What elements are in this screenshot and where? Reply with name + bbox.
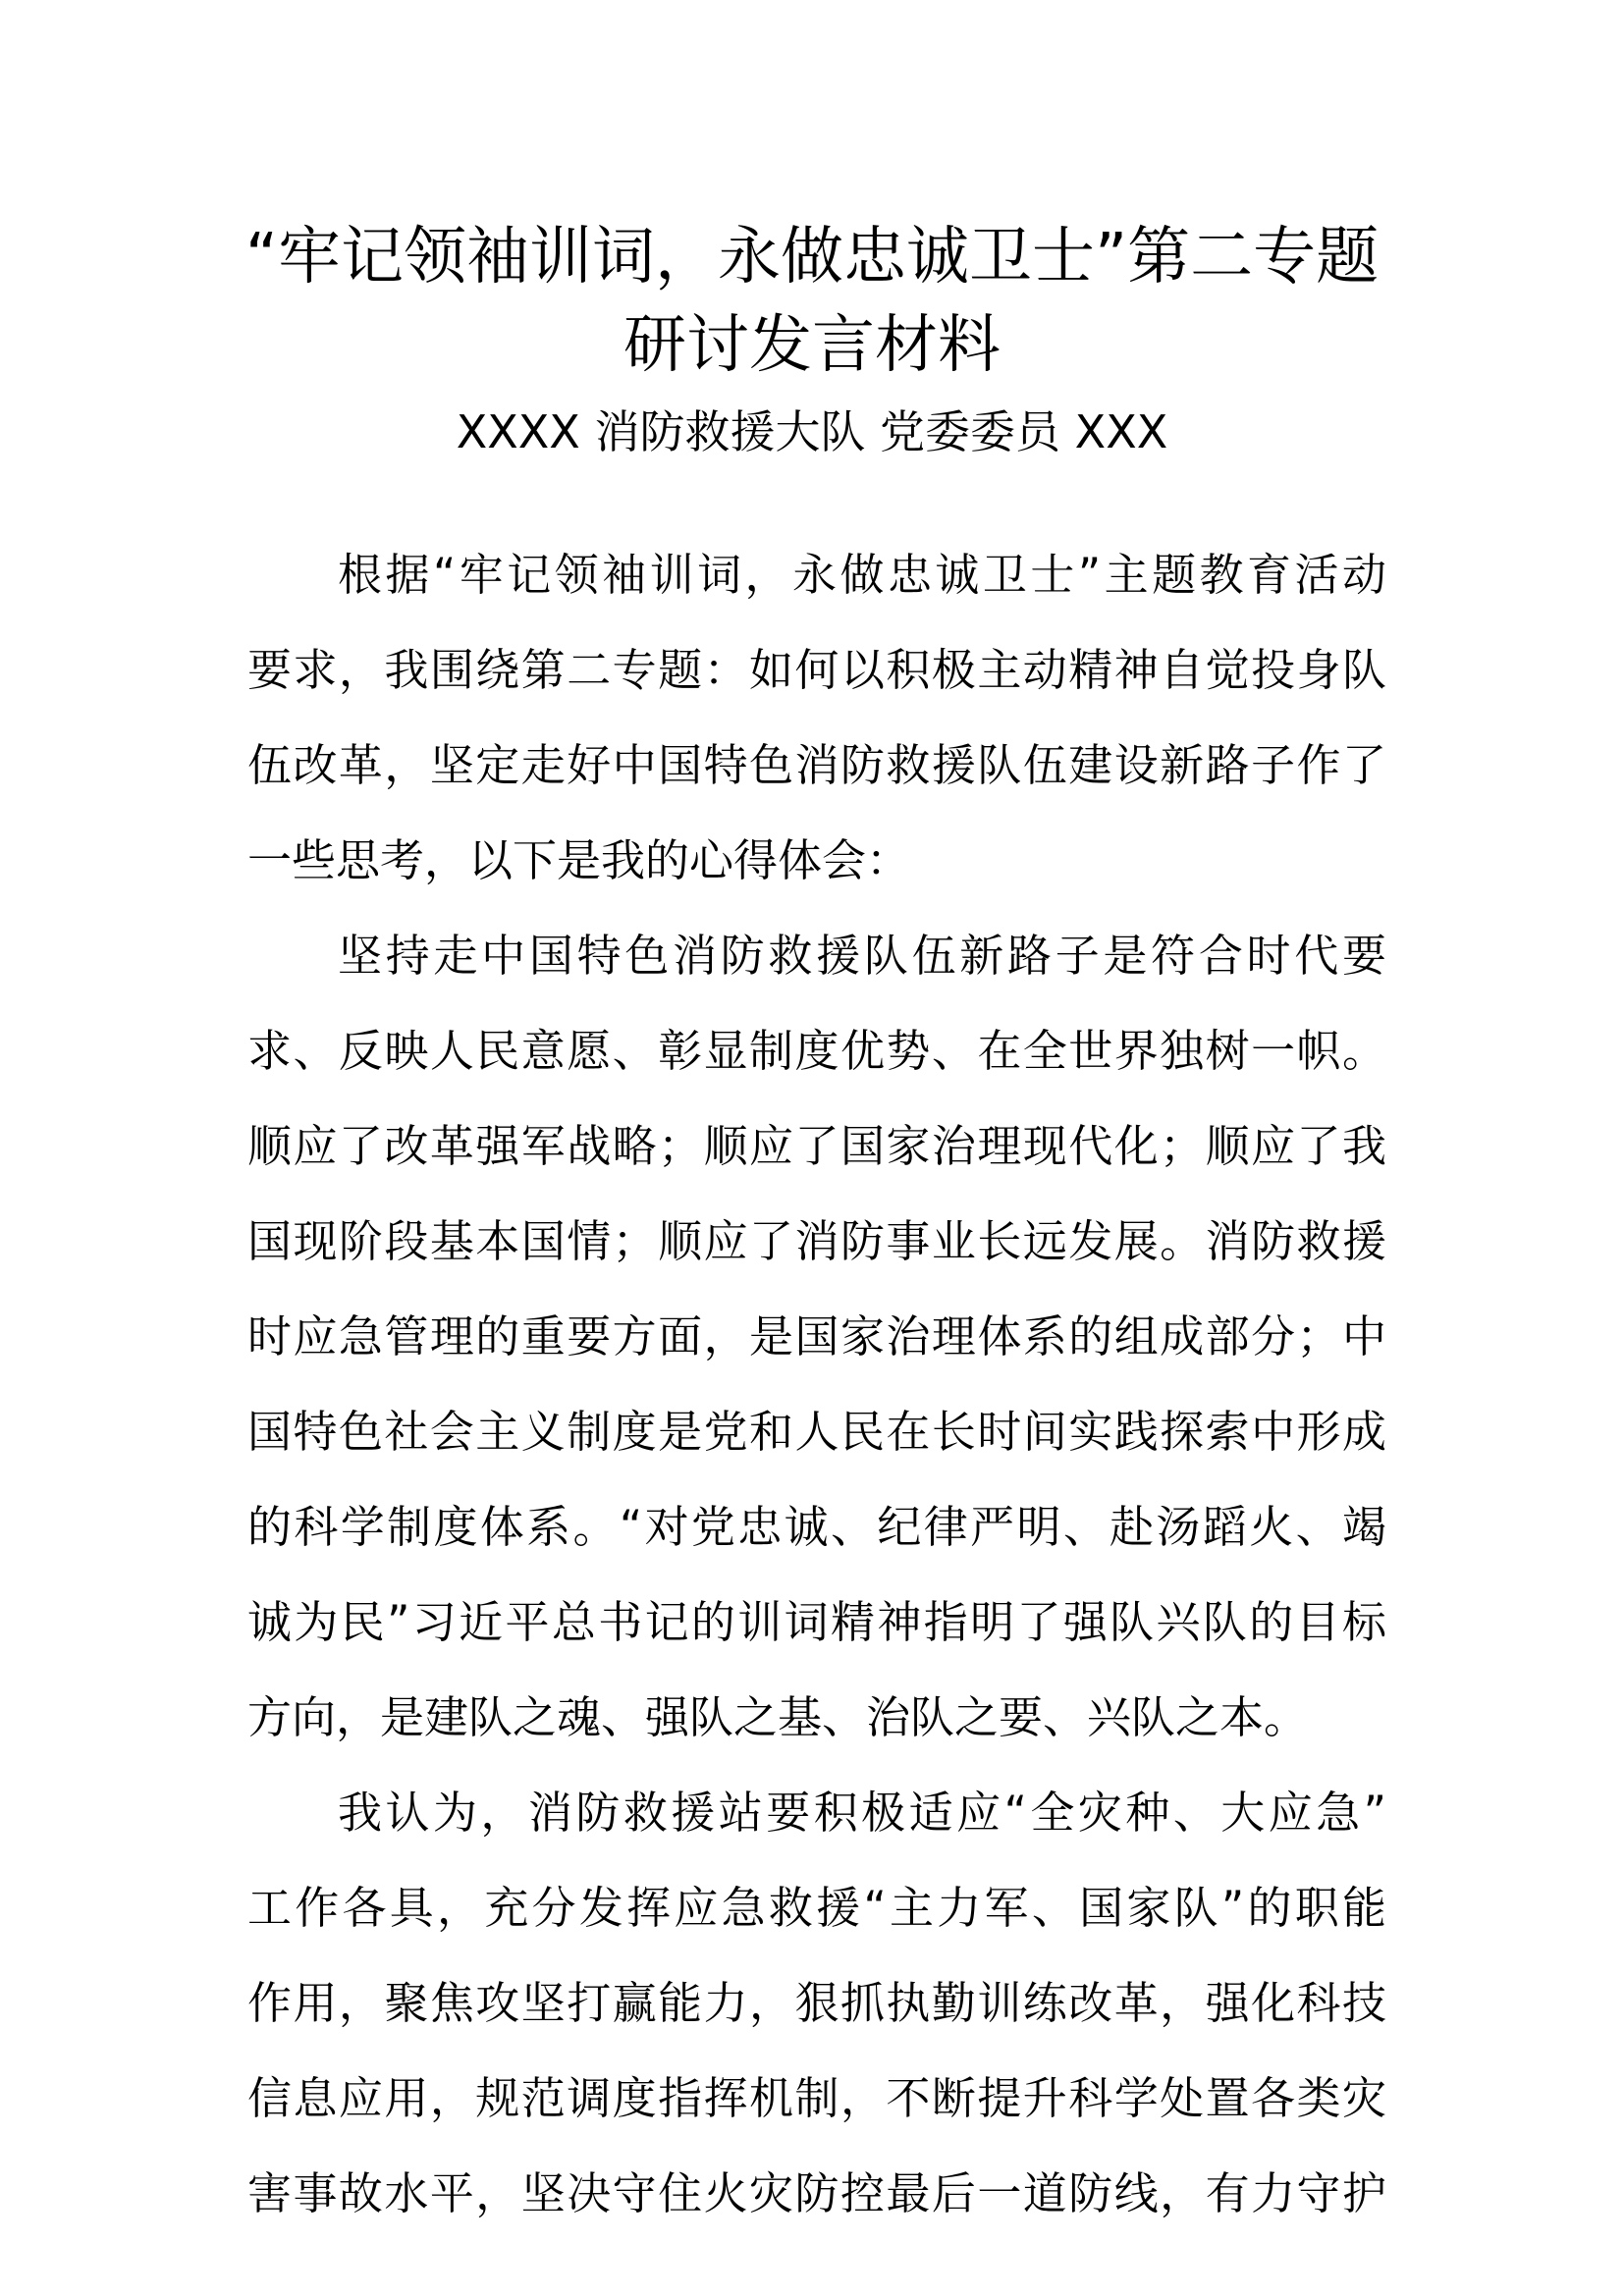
paragraph-line: 坚持走中国特色消防救援队伍新路子是符合时代要 — [338, 930, 1386, 982]
paragraph-line: 要求，我围绕第二专题：如何以积极主动精神自觉投身队 — [247, 644, 1386, 696]
paragraph-line: 伍改革，坚定走好中国特色消防救援队伍建设新路子作了 — [247, 739, 1386, 791]
paragraph-line: 我认为，消防救援站要积极适应“全灾种、大应急” — [338, 1787, 1386, 1839]
paragraph-line: 国特色社会主义制度是党和人民在长时间实践探索中形成 — [247, 1406, 1386, 1458]
paragraph-line: 时应急管理的重要方面，是国家治理体系的组成部分；中 — [247, 1310, 1386, 1362]
paragraph-line: 的科学制度体系。“对党忠诚、纪律严明、赴汤蹈火、竭 — [247, 1501, 1386, 1553]
paragraph-line: 方向，是建队之魂、强队之基、治队之要、兴队之本。 — [247, 1691, 1309, 1743]
paragraph-line: 根据“牢记领袖训词，永做忠诚卫士”主题教育活动 — [338, 549, 1386, 601]
paragraph-line: 一些思考，以下是我的心得体会： — [247, 834, 911, 886]
paragraph-line: 作用，聚焦攻坚打赢能力，狠抓执勤训练改革，强化科技 — [247, 1977, 1386, 2029]
paragraph-line: 国现阶段基本国情；顺应了消防事业长远发展。消防救援 — [247, 1215, 1386, 1267]
document-body — [247, 527, 1386, 2241]
paragraph-line: 诚为民”习近平总书记的训词精神指明了强队兴队的目标 — [247, 1596, 1386, 1648]
paragraph-line: 工作各具，充分发挥应急救援“主力军、国家队”的职能 — [247, 1882, 1386, 1934]
paragraph-line: 害事故水平，坚决守住火灾防控最后一道防线，有力守护 — [247, 2167, 1386, 2219]
document-title-line-1: “牢记领袖训词，永做忠诚卫士”第二专题 — [244, 221, 1380, 294]
document-author-line: XXXX 消防救援大队 党委委员 XXX — [456, 405, 1168, 458]
paragraph-line: 顺应了改革强军战略；顺应了国家治理现代化；顺应了我 — [247, 1120, 1386, 1172]
paragraph-line: 求、反映人民意愿、彰显制度优势、在全世界独树一帜。 — [247, 1025, 1386, 1077]
document-title-line-2: 研讨发言材料 — [623, 309, 1001, 382]
paragraph-line: 信息应用，规范调度指挥机制，不断提升科学处置各类灾 — [247, 2072, 1386, 2124]
